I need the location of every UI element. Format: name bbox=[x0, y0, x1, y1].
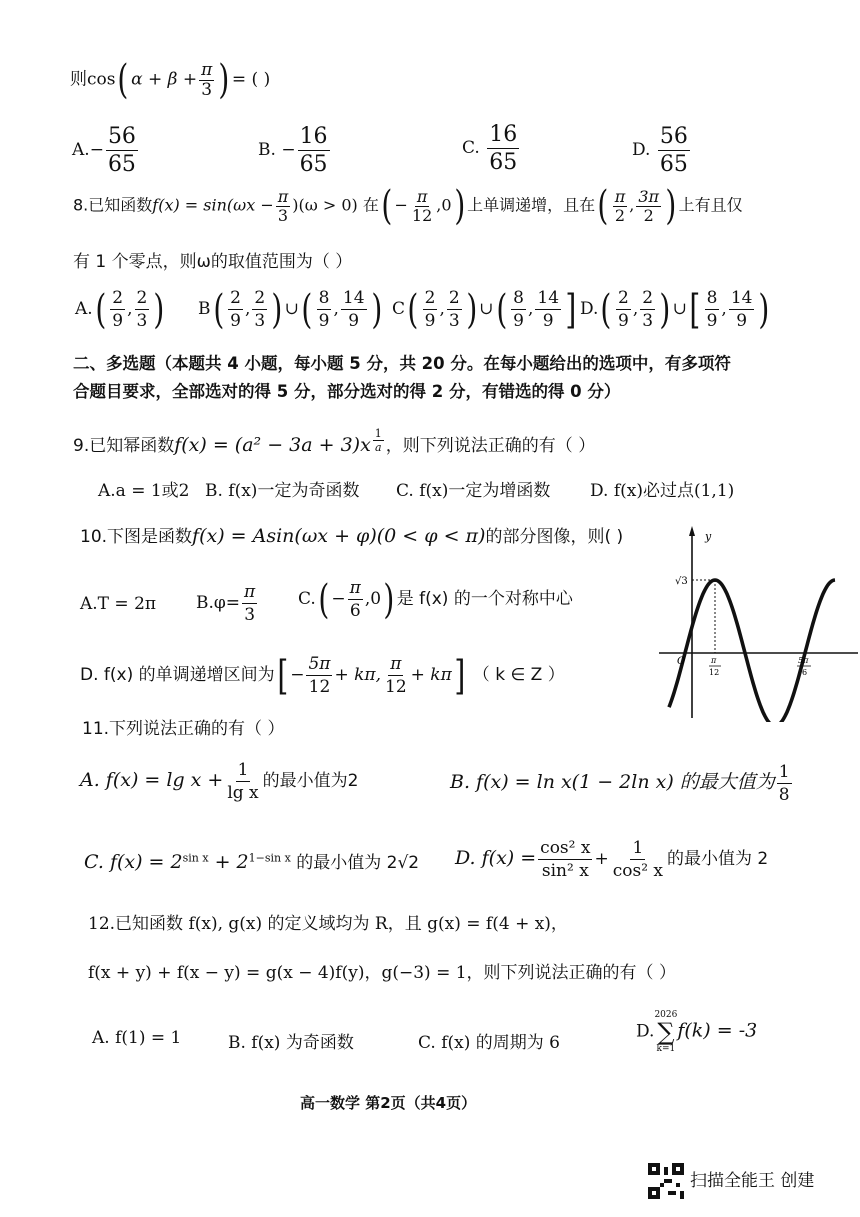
den: 9 bbox=[542, 311, 554, 331]
den: 3 bbox=[254, 311, 266, 331]
q12-stem-line1: 12.已知函数 f(x), g(x) 的定义域均为 R，且 g(x) = f(4 + x)， bbox=[88, 914, 568, 934]
q8-option-a[interactable]: A.( $\frac{2}{9}$ , $\frac{2}{3}$ ) bbox=[75, 286, 165, 333]
x2-den: 6 bbox=[802, 668, 808, 677]
section-heading-line2: 合题目要求，全部选对的得 5 分，部分选对的得 2 分，有错选的得 0 分） bbox=[73, 382, 621, 401]
label: D. f(x) 的单调递增区间为 bbox=[80, 665, 275, 685]
paren: ( bbox=[381, 183, 393, 229]
lead: 9.已知幂函数 bbox=[73, 436, 175, 456]
q7-option-d[interactable] bbox=[632, 124, 692, 177]
lead: B. f(x) = ln x(1 − 2ln x) 的最大值为 bbox=[450, 771, 775, 793]
q10-option-a[interactable]: A.T = 2π bbox=[80, 594, 157, 614]
post: 的最小值为 2√2 bbox=[290, 853, 420, 873]
paren: ) bbox=[271, 286, 283, 333]
q10-stem bbox=[80, 527, 623, 546]
frac bbox=[348, 578, 363, 621]
den: 12 bbox=[411, 205, 433, 225]
post: 的最小值为 2 bbox=[667, 849, 769, 869]
union: ∪ bbox=[672, 299, 687, 319]
q9-option-d[interactable]: D. f(x)必过点(1,1) bbox=[590, 481, 735, 501]
num: 2 bbox=[230, 288, 241, 308]
paren: ( bbox=[600, 286, 612, 333]
frac bbox=[616, 288, 631, 331]
num: 56 bbox=[107, 124, 136, 149]
bracket: ] bbox=[454, 652, 466, 699]
num: 14 bbox=[342, 288, 365, 308]
q7-pi: π bbox=[201, 59, 213, 80]
den: 2 bbox=[643, 205, 654, 225]
tail: ，则下列说法正确的有（ ） bbox=[385, 436, 596, 456]
neg: − bbox=[331, 589, 346, 609]
bracket: [ bbox=[276, 652, 288, 699]
q10-option-b[interactable] bbox=[196, 582, 259, 625]
label: A. bbox=[72, 140, 90, 160]
num: 2 bbox=[448, 288, 460, 308]
frac bbox=[729, 288, 755, 331]
label: A. bbox=[75, 299, 93, 319]
den: a bbox=[375, 441, 382, 454]
lead: 10.下图是函数 bbox=[80, 527, 193, 547]
frac bbox=[383, 654, 409, 697]
num: 2 bbox=[254, 288, 266, 308]
y-label: y bbox=[705, 530, 712, 543]
den: 3 bbox=[136, 311, 148, 331]
paren: ) bbox=[383, 576, 395, 623]
q7-option-a[interactable] bbox=[72, 124, 140, 177]
frac bbox=[306, 654, 332, 697]
frac bbox=[538, 838, 592, 881]
paren: ) bbox=[218, 57, 230, 103]
paren: ( bbox=[117, 57, 129, 103]
paren: ) bbox=[758, 286, 770, 333]
paren: ( bbox=[495, 286, 507, 333]
paren: ) bbox=[453, 183, 465, 229]
num: 8 bbox=[318, 288, 330, 308]
den: 3 bbox=[244, 605, 256, 625]
q12-option-b[interactable]: B. f(x) 为奇函数 bbox=[228, 1033, 354, 1053]
den: 9 bbox=[424, 311, 436, 331]
bracket: ] bbox=[565, 286, 577, 333]
den: 2 bbox=[614, 205, 626, 225]
q11-option-d[interactable] bbox=[455, 838, 768, 881]
q7-stem bbox=[70, 57, 271, 103]
plus: + bbox=[594, 849, 609, 869]
mid: + kπ, bbox=[334, 665, 382, 685]
sign: − bbox=[89, 140, 104, 160]
den: cos² x bbox=[612, 861, 664, 881]
label: B bbox=[198, 299, 211, 319]
label: B. bbox=[258, 140, 276, 160]
frac bbox=[613, 186, 628, 225]
end: + kπ bbox=[410, 665, 452, 685]
num: 1 bbox=[374, 427, 382, 440]
paren: ) bbox=[466, 286, 477, 333]
paren: ( bbox=[318, 576, 330, 623]
post: 是 f(x) 的一个对称中心 bbox=[396, 589, 573, 609]
sine-curve bbox=[669, 580, 835, 722]
paren: ) bbox=[153, 286, 165, 333]
label: C. bbox=[298, 589, 316, 609]
num: 5π bbox=[308, 654, 331, 674]
q9-stem bbox=[73, 428, 595, 455]
sine-graph bbox=[655, 522, 860, 722]
q12-option-d[interactable] bbox=[636, 1010, 757, 1054]
den: 9 bbox=[736, 311, 748, 331]
frac bbox=[410, 186, 434, 225]
num: 8 bbox=[513, 288, 524, 308]
label: C bbox=[392, 299, 406, 319]
exp1: sin x bbox=[182, 851, 209, 865]
origin-label: O bbox=[677, 656, 686, 667]
frac bbox=[511, 288, 526, 331]
paren: ) bbox=[659, 286, 671, 333]
watermark-text: 扫描全能王 创建 bbox=[690, 1171, 815, 1191]
den: 9 bbox=[230, 311, 241, 331]
label: D. bbox=[632, 140, 651, 160]
sum-sign: ∑ bbox=[657, 1018, 675, 1046]
den: 6 bbox=[349, 601, 361, 621]
q11-stem: 11.下列说法正确的有（ ） bbox=[82, 719, 285, 739]
den: lg x bbox=[227, 783, 259, 803]
num: 14 bbox=[730, 288, 753, 308]
num: π bbox=[277, 186, 289, 206]
frac bbox=[640, 288, 655, 331]
post: f(k) = -3 bbox=[677, 1019, 758, 1042]
q12-option-c[interactable]: C. f(x) 的周期为 6 bbox=[418, 1033, 560, 1053]
q7-eq: = ( ) bbox=[231, 69, 271, 90]
x2-num: 5π bbox=[798, 656, 809, 665]
sum bbox=[654, 1010, 677, 1054]
sign: − bbox=[281, 140, 296, 160]
q10-option-d[interactable] bbox=[80, 654, 565, 697]
den: 9 bbox=[513, 311, 524, 331]
den: 9 bbox=[112, 311, 124, 331]
qr-code-svg bbox=[648, 1163, 684, 1199]
den: 65 bbox=[659, 152, 688, 177]
frac bbox=[228, 288, 243, 331]
q8-stem-line1: 8.已知函数f(x) = sin(ωx − $\frac{\pi}{3}$ )(ω > 0) 在( − $\frac{\pi}{12}$ ,0) 上单调递增，且在( $\frac{\pi}{2}$ , $\frac{3\pi}{2}$ ) 上有且仅 bbox=[73, 183, 743, 229]
post: 的最小值为2 bbox=[262, 771, 359, 791]
q12-option-a[interactable]: A. f(1) = 1 bbox=[92, 1028, 182, 1048]
q8-frac bbox=[276, 186, 291, 225]
frac bbox=[658, 124, 690, 177]
lead: A. f(x) = lg x + bbox=[80, 769, 224, 791]
label: D. bbox=[580, 299, 599, 319]
q7-cos: cos bbox=[87, 69, 116, 90]
q7-frac bbox=[199, 59, 214, 100]
sqrt3-label: √3 bbox=[675, 576, 688, 587]
section-heading-line1: 二、多选题（本题共 4 小题，每小题 5 分，共 20 分。在每小题给出的选项中，有多项符 bbox=[73, 354, 731, 373]
num: cos² x bbox=[540, 838, 591, 858]
frac bbox=[242, 582, 257, 625]
num: 2 bbox=[112, 288, 124, 308]
frac bbox=[777, 762, 792, 805]
page-footer: 高一数学 第2页（共4页） bbox=[300, 1094, 477, 1112]
num: 2 bbox=[424, 288, 436, 308]
frac bbox=[298, 124, 330, 177]
q7-option-b[interactable] bbox=[258, 124, 332, 177]
num: 1 bbox=[778, 762, 790, 782]
frac bbox=[447, 288, 462, 331]
union: ∪ bbox=[284, 299, 300, 319]
num: 1 bbox=[237, 760, 249, 780]
den: 3 bbox=[277, 205, 289, 225]
end: ,0 bbox=[436, 195, 452, 215]
q8-option-d[interactable]: D.( $\frac{2}{9}$ , $\frac{2}{3}$ ) ∪[ $\frac{8}{9}$ , $\frac{14}{9}$ ) bbox=[580, 286, 770, 333]
end: ,0 bbox=[364, 589, 382, 609]
frac bbox=[611, 838, 665, 881]
exp2: 1−sin x bbox=[248, 851, 291, 865]
bracket: [ bbox=[689, 286, 701, 333]
den: 12 bbox=[308, 677, 331, 697]
sum-top: 2026 bbox=[654, 1010, 678, 1020]
sum-bottom: k=1 bbox=[656, 1044, 676, 1054]
fn: f(x) = Asin(ωx + φ)(0 < φ < π) bbox=[192, 525, 486, 547]
q8-option-b[interactable]: B( $\frac{2}{9}$ , $\frac{2}{3}$ ) ∪( $\frac{8}{9}$ , $\frac{14}{9}$ ) bbox=[198, 286, 382, 333]
q8-mid2: 上单调递增，且在 bbox=[467, 195, 596, 215]
num: 16 bbox=[489, 122, 518, 147]
q7-prefix: 则 bbox=[70, 69, 87, 90]
num: 16 bbox=[299, 124, 328, 149]
num: 56 bbox=[659, 124, 688, 149]
lead: C. f(x) = 2 bbox=[84, 851, 183, 873]
den: 8 bbox=[778, 785, 790, 805]
y-axis-arrow bbox=[689, 526, 695, 536]
den: 65 bbox=[107, 152, 136, 177]
paren: ( bbox=[212, 286, 224, 333]
mid: + 2 bbox=[208, 851, 249, 873]
exp bbox=[373, 428, 384, 453]
q8-tail: 上有且仅 bbox=[678, 195, 743, 215]
q11-option-c[interactable] bbox=[84, 848, 419, 873]
num: π bbox=[244, 582, 256, 602]
q10-option-c[interactable] bbox=[298, 578, 573, 621]
den: 3 bbox=[642, 311, 654, 331]
q7-option-c[interactable] bbox=[462, 122, 521, 175]
q8-lead: 8.已知函数 bbox=[73, 195, 153, 215]
den: 65 bbox=[299, 152, 328, 177]
paren: ( bbox=[301, 286, 313, 333]
q11-option-a[interactable] bbox=[80, 760, 358, 803]
num: π bbox=[614, 186, 626, 206]
paren: ( bbox=[407, 286, 419, 333]
paren: ( bbox=[597, 183, 609, 229]
frac bbox=[487, 122, 519, 175]
q9-option-b[interactable]: B. f(x)一定为奇函数 bbox=[205, 481, 360, 501]
post: （ k ∈ Z ） bbox=[472, 665, 565, 685]
q9-option-a[interactable]: A.a = 1或2 bbox=[98, 481, 190, 501]
paren: ( bbox=[95, 286, 106, 333]
den: 9 bbox=[706, 311, 718, 331]
num: 1 bbox=[632, 838, 644, 858]
label: D. bbox=[636, 1021, 655, 1042]
num: 2 bbox=[136, 288, 148, 308]
num: 2 bbox=[618, 288, 629, 308]
den: 12 bbox=[385, 677, 407, 697]
q9-option-c[interactable]: C. f(x)一定为增函数 bbox=[396, 481, 551, 501]
label: C. bbox=[462, 138, 480, 158]
tail: 的部分图像，则( ) bbox=[485, 527, 624, 547]
den: sin² x bbox=[541, 861, 589, 881]
qr-code-icon bbox=[648, 1163, 684, 1199]
x1-den: 12 bbox=[709, 668, 720, 677]
num: 8 bbox=[706, 288, 718, 308]
num: π bbox=[416, 186, 428, 206]
frac bbox=[705, 288, 720, 331]
den: 9 bbox=[318, 311, 330, 331]
num: π bbox=[390, 654, 402, 674]
num: 3π bbox=[638, 186, 660, 206]
den: 9 bbox=[348, 311, 360, 331]
frac bbox=[106, 124, 138, 177]
q11-option-b[interactable] bbox=[450, 762, 794, 805]
paren: ) bbox=[665, 183, 677, 229]
frac bbox=[252, 288, 267, 331]
q7-three: 3 bbox=[201, 79, 213, 100]
q8-fn: f(x) = sin(ωx − bbox=[152, 195, 274, 215]
num: 2 bbox=[642, 288, 654, 308]
q8-option-c[interactable]: C( $\frac{2}{9}$ , $\frac{2}{3}$ ) ∪( $\frac{8}{9}$ , $\frac{14}{9}$ ] bbox=[392, 286, 577, 333]
frac bbox=[135, 288, 150, 331]
label: B.φ= bbox=[196, 593, 241, 613]
frac bbox=[423, 288, 438, 331]
paren: ) bbox=[370, 286, 382, 333]
den: 9 bbox=[618, 311, 629, 331]
num: 14 bbox=[537, 288, 560, 308]
lead: D. f(x) = bbox=[455, 847, 537, 869]
frac bbox=[535, 288, 561, 331]
fn: f(x) = (a² − 3a + 3)x bbox=[174, 434, 371, 456]
frac bbox=[317, 288, 332, 331]
frac bbox=[636, 186, 661, 225]
den: 65 bbox=[489, 150, 518, 175]
frac bbox=[225, 760, 260, 803]
q12-stem-line2: f(x + y) + f(x − y) = g(x − 4)f(y)，g(−3) = 1，则下列说法正确的有（ ） bbox=[88, 963, 676, 983]
frac bbox=[110, 288, 125, 331]
frac bbox=[341, 288, 367, 331]
union: ∪ bbox=[479, 299, 494, 319]
neg: − bbox=[394, 195, 408, 215]
neg: − bbox=[290, 665, 305, 685]
den: 3 bbox=[448, 311, 460, 331]
q8-stem-line2: 有 1 个零点，则ω的取值范围为（ ） bbox=[73, 252, 353, 272]
q7-inner: α + β + bbox=[131, 69, 198, 90]
x1-num: π bbox=[711, 656, 717, 665]
num: π bbox=[349, 578, 361, 598]
q8-mid: )(ω > 0) 在 bbox=[292, 195, 379, 215]
